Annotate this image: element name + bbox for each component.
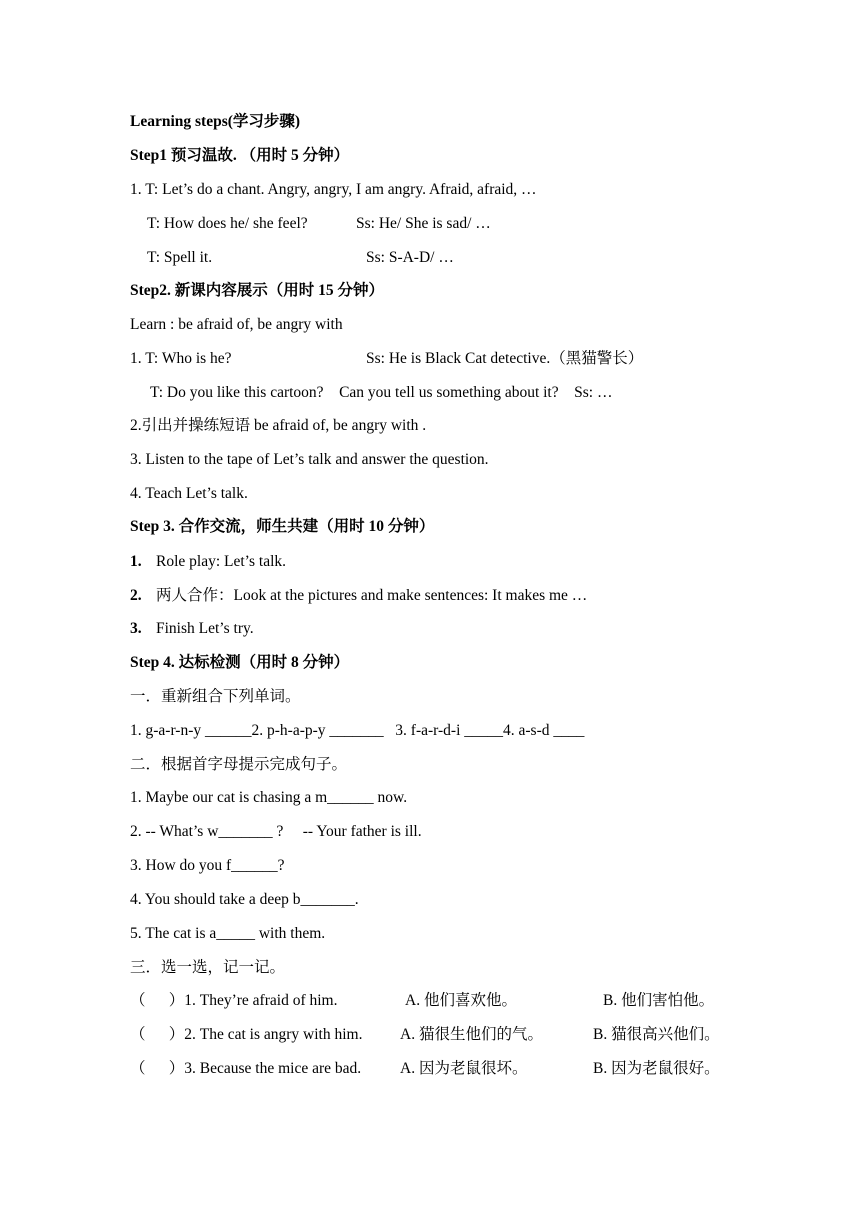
step1-teacher-question: T: How does he/ she feel?	[147, 215, 308, 232]
step3-item1-number: 1.	[130, 553, 142, 570]
part2-item1: 1. Maybe our cat is chasing a m______ now.	[130, 789, 408, 806]
step1-line1: 1. T: Let’s do a chant. Angry, angry, I am angry. Afraid, afraid, …	[130, 181, 537, 198]
part2-heading: 二．根据首字母提示完成句子。	[130, 756, 348, 773]
step2-item4: 4. Teach Let’s talk.	[130, 485, 248, 502]
part1-heading: 一．重新组合下列单词。	[130, 688, 301, 705]
part3-q2-option-a: A. 猫很生他们的气。	[400, 1026, 543, 1043]
step3-item2-text: 两人合作：Look at the pictures and make sentences: It makes me …	[156, 587, 588, 604]
part2-item5: 5. The cat is a_____ with them.	[130, 925, 326, 942]
step2-item2: 2.引出并操练短语 be afraid of, be angry with .	[130, 417, 427, 434]
part3-q3-option-b: B. 因为老鼠很好。	[593, 1060, 720, 1077]
step3-item1-text: Role play: Let’s talk.	[156, 553, 287, 570]
part3-q3: （ ）3. Because the mice are bad.	[130, 1060, 362, 1077]
part3-q2-option-b: B. 猫很高兴他们。	[593, 1026, 720, 1043]
step2-heading: Step2. 新课内容展示（用时 15 分钟）	[130, 282, 385, 299]
step1-teacher-spell: T: Spell it.	[147, 249, 213, 266]
part3-q1-option-b: B. 他们害怕他。	[603, 992, 715, 1009]
part3-q2: （ ）2. The cat is angry with him.	[130, 1026, 363, 1043]
part3-q1: （ ）1. They’re afraid of him.	[130, 992, 338, 1009]
step1-heading: Step1 预习温故. （用时 5 分钟）	[130, 147, 350, 164]
part1-word-scramble: 1. g-a-r-n-y ______2. p-h-a-p-y _______ 3. f-a-r-d-i _____4. a-s-d ____	[130, 722, 585, 739]
page-title: Learning steps(学习步骤)	[130, 113, 301, 130]
part2-item4: 4. You should take a deep b_______.	[130, 891, 359, 908]
step4-heading: Step 4. 达标检测（用时 8 分钟）	[130, 654, 350, 671]
step2-learn: Learn : be afraid of, be angry with	[130, 316, 343, 333]
step2-item1-teacher: 1. T: Who is he?	[130, 350, 232, 367]
step3-item3-text: Finish Let’s try.	[156, 620, 254, 637]
step1-student-spell: Ss: S-A-D/ …	[366, 249, 454, 266]
part3-q1-option-a: A. 他们喜欢他。	[405, 992, 517, 1009]
part3-q3-option-a: A. 因为老鼠很坏。	[400, 1060, 528, 1077]
step3-item3-number: 3.	[130, 620, 142, 637]
step2-item1-line2: T: Do you like this cartoon? Can you tell us something about it? Ss: …	[150, 384, 613, 401]
step3-heading: Step 3. 合作交流，师生共建（用时 10 分钟）	[130, 518, 435, 535]
part2-item2: 2. -- What’s w_______ ? -- Your father is ill.	[130, 823, 422, 840]
part2-item3: 3. How do you f______?	[130, 857, 285, 874]
step2-item1-students: Ss: He is Black Cat detective.（黑猫警长）	[366, 350, 644, 367]
step3-item2-number: 2.	[130, 587, 142, 604]
step1-student-answer: Ss: He/ She is sad/ …	[356, 215, 491, 232]
step2-item3: 3. Listen to the tape of Let’s talk and answer the question.	[130, 451, 489, 468]
part3-heading: 三．选一选，记一记。	[130, 959, 286, 976]
